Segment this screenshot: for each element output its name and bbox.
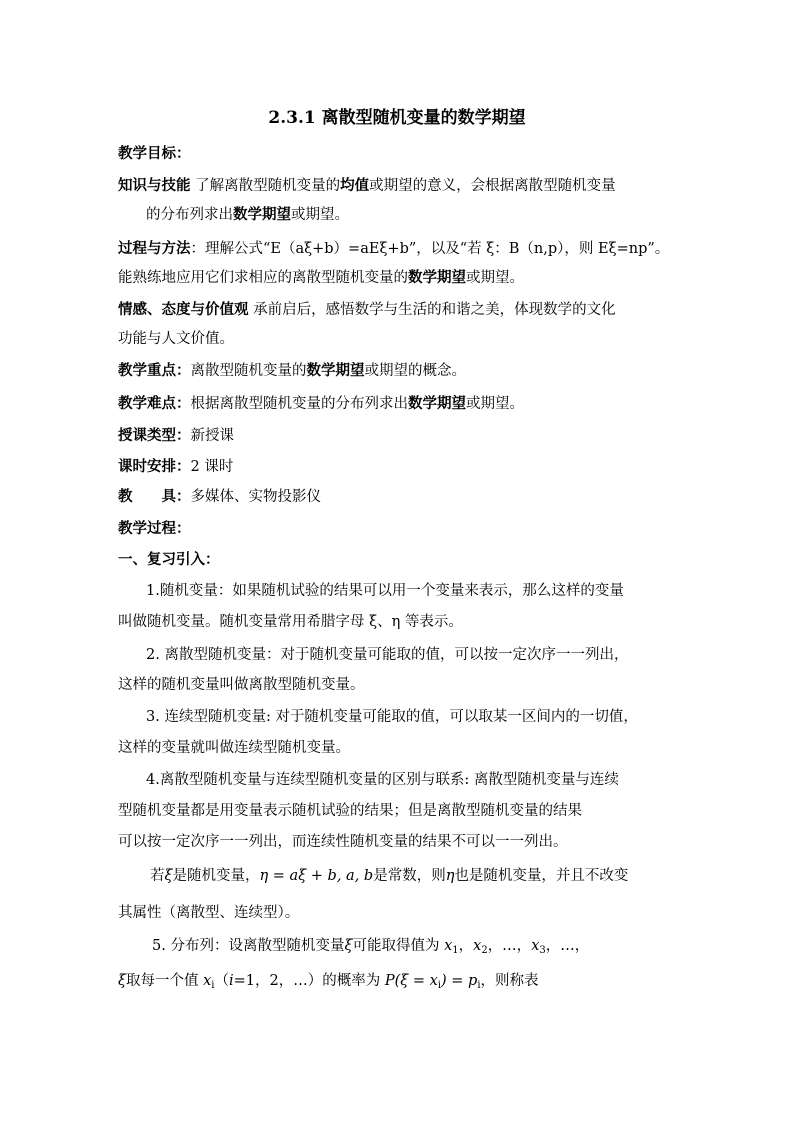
paragraph-1-line-1: 1.随机变量：如果随机试验的结果可以用一个变量来表示，那么这样的变量 [146,583,624,599]
knowledge-line-2 [146,205,706,225]
p6-text: 可能取得值为 [352,938,440,954]
x-symbol: x [531,938,540,954]
process-text: 或期望。 [466,270,524,286]
tools-value: 多媒体、实物投影仪 [190,489,321,505]
x-symbol: x [203,973,212,989]
paragraph-4-line-3: 可以按一定次序一一列出，而连续性随机变量的结果不可以一一列出。 [118,834,568,850]
paragraph-5-line-2: 其属性（离散型、连续型）。 [118,905,300,921]
focus-bold: 数学期望 [306,362,365,379]
paragraph-6-line-2 [118,971,678,996]
difficulty-text: 或期望。 [466,396,524,412]
subscript: 2 [481,945,488,956]
process-heading: 教学过程： [118,520,191,537]
process-label: 过程与方法 [118,240,191,257]
formula-probability: ) = p [441,973,478,989]
emotion-label: 情感、态度与价值观 [118,301,249,318]
schedule-value: 2 课时 [190,459,234,475]
process-text: ：理解公式“E（aξ+b）=aEξ+b”，以及“若 ξ：B（n,p），则 Eξ=np”。 [190,241,670,257]
difficulty-text: 根据离散型随机变量的分布列求出 [190,396,408,412]
emotion-line-2: 功能与人文价值。 [118,331,234,347]
difficulty-line [118,394,678,414]
course-type-line [118,426,678,446]
knowledge-bold: 数学期望 [233,206,291,223]
schedule-label: 课时安排： [118,458,191,475]
knowledge-text: 的分布列求出 [146,207,233,223]
paragraph-4-line-1: 4.离散型随机变量与连续型随机变量的区别与联系: 离散型随机变量与连续 [146,772,619,788]
x-symbol: x [444,938,453,954]
knowledge-label: 知识与技能 [118,177,191,194]
subscript: 1 [452,945,459,956]
x-symbol: x [473,938,482,954]
knowledge-bold: 均值 [340,177,370,194]
p6-text: 取每一个值 [126,973,199,989]
paragraph-4-line-2: 型随机变量都是用变量表示随机试验的结果；但是离散型随机变量的结果 [118,803,582,819]
knowledge-text: 了解离散型随机变量的 [195,178,341,194]
p5-text: 若 [150,868,165,884]
tools-label: 教 具： [118,488,191,505]
process-line-2 [118,268,678,288]
p5-text: 也是随机变量，并且不改变 [454,868,629,884]
p6-text: ，…， [545,938,590,954]
xi-symbol: ξ [118,973,126,989]
goals-heading: 教学目标： [118,145,191,162]
xi-symbol: ξ [164,868,173,884]
p5-text: 是常数，则 [373,868,446,884]
knowledge-line-1 [118,176,678,196]
process-bold: 数学期望 [408,269,466,286]
p6-text: 5. 分布列：设离散型随机变量 [152,938,345,954]
knowledge-text: 或期望的意义，会根据离散型随机变量 [369,178,616,194]
emotion-line-1 [118,300,678,320]
focus-line [118,361,678,381]
paragraph-2-line-1: 2. 离散型随机变量：对于随机变量可能取的值，可以按一定次序一一列出， [146,647,629,663]
schedule-line [118,457,678,477]
eta-symbol: η [445,868,455,884]
p6-text: ，则称表 [480,973,539,989]
subscript: i [477,980,481,991]
tools-line [118,487,678,507]
focus-text: 或期望的概念。 [364,363,466,379]
xi-symbol: ξ [344,938,353,954]
focus-text: 离散型随机变量的 [190,363,307,379]
difficulty-bold: 数学期望 [408,395,466,412]
section-review-heading: 一、复习引入： [118,551,220,568]
i-symbol: i [229,973,234,989]
course-type-label: 授课类型： [118,427,191,444]
paragraph-5-line-1 [150,866,710,886]
p6-text: （ [214,973,229,989]
p6-text: ，…， [487,938,532,954]
p6-text: =1，2，…）的概率为 [233,973,381,989]
subscript: i [437,980,442,991]
formula-probability: P(ξ = x [384,973,438,989]
p5-text: 是随机变量， [172,868,260,884]
paragraph-2-line-2: 这样的随机变量叫做离散型随机变量。 [118,677,365,693]
paragraph-6-line-1: 5. 分布列：设离散型随机变量ξ可能取得值为 $x_1$，$x_2$，…，$x_3$，…， [152,938,590,956]
formula-eta: η = aξ + b, a, b [259,868,374,884]
process-line-1 [118,239,678,259]
paragraph-1-line-2: 叫做随机变量。随机变量常用希腊字母 ξ、η 等表示。 [118,614,463,630]
emotion-text: 承前启后，感悟数学与生活的和谐之美，体现数学的文化 [253,302,616,318]
paragraph-3-line-1: 3. 连续型随机变量: 对于随机变量可能取的值，可以取某一区间内的一切值， [146,709,638,725]
page-title: 2.3.1 离散型随机变量的数学期望 [268,108,526,128]
process-text: 能熟练地应用它们求相应的离散型随机变量的 [118,270,408,286]
difficulty-label: 教学难点： [118,395,191,412]
course-type-value: 新授课 [190,428,234,444]
focus-label: 教学重点： [118,362,191,379]
subscript: 3 [539,945,546,956]
knowledge-text: 或期望。 [291,207,349,223]
subscript: i [211,980,215,991]
paragraph-3-line-2: 这样的变量就叫做连续型随机变量。 [118,740,350,756]
